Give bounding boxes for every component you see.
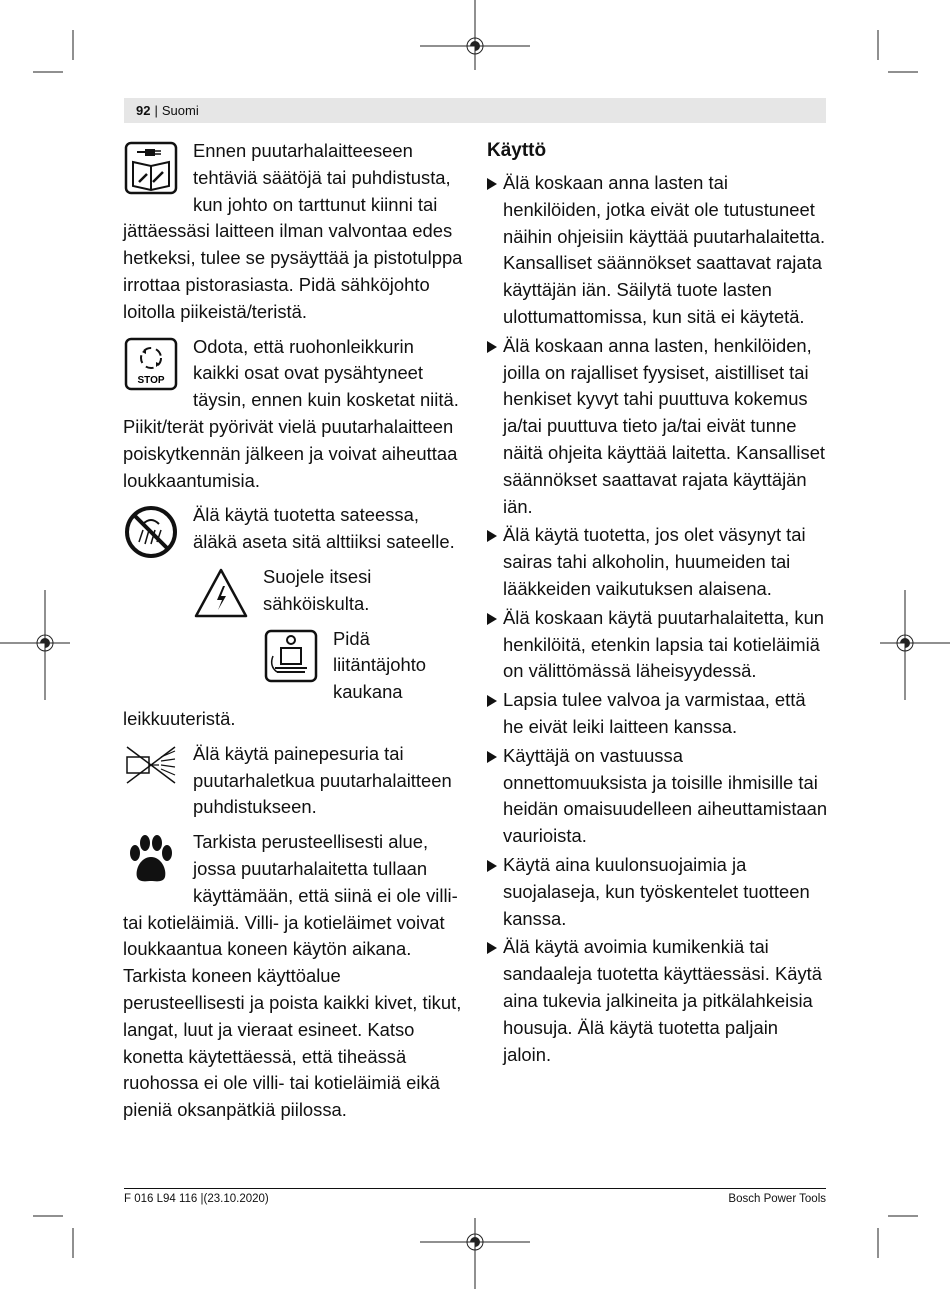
stop-icon-label: STOP <box>137 374 165 386</box>
safety-text: Pidä liitäntäjohto kaukana leikkuuteristä. <box>123 627 427 729</box>
electric-shock-warning-icon <box>193 566 253 624</box>
list-item <box>487 522 829 602</box>
list-item-text: Älä koskaan käytä puutarhalaitetta, kun henkilöitä, etenkin lapsia tai kotieläimiä on välittömässä läheisyydessä. <box>503 606 825 682</box>
bullet-triangle-icon <box>487 613 497 625</box>
no-rain-icon <box>123 504 183 562</box>
list-item-text: Käyttäjä on vastuussa onnettomuuksista ja toisille ihmisille tai heidän omaisuudelleen aiheuttamistaan vaurioista. <box>503 744 828 847</box>
list-item-text: Älä koskaan anna lasten tai henkilöiden, jotka eivät ole tutustuneet näihin ohjeisiin käyttää puutarhalaitetta. Kansalliset säännökset saattavat rajata käyttäjän iän. Säilytä tuote lasten ulottumattomissa, kun sitä ei käytetä. <box>503 172 826 327</box>
bullet-triangle-icon <box>487 341 497 353</box>
safety-block-cable <box>123 626 463 733</box>
safety-text: Älä käytä tuotetta sateessa, äläkä aseta sitä alttiiksi sateelle. <box>193 504 455 553</box>
header-separator: | <box>154 103 158 118</box>
list-item-text: Lapsia tulee valvoa ja varmistaa, että he eivät leiki laitteen kanssa. <box>503 689 806 737</box>
list-item <box>487 170 829 331</box>
bullet-triangle-icon <box>487 178 497 190</box>
list-item-text: Käytä aina kuulonsuojaimia ja suojalaseja, kun työskentelet tuotteen kanssa. <box>503 853 810 929</box>
stop-rotation-icon <box>123 336 183 394</box>
animal-paw-icon <box>123 831 183 889</box>
safety-block-shock <box>123 564 463 618</box>
safety-block-rain <box>123 502 463 556</box>
page-number: 92 <box>136 103 151 118</box>
footer-brand: Bosch Power Tools <box>728 1193 826 1205</box>
header-language: Suomi <box>161 103 199 118</box>
safety-block-stop <box>123 334 463 495</box>
bullet-triangle-icon <box>487 530 497 542</box>
list-item <box>487 852 829 932</box>
list-item-text: Älä koskaan anna lasten, henkilöiden, joilla on rajalliset fyysiset, aistilliset tai henkiset kyvyt tahi puuttuva kokemus ja/tai puuttuva tieto ja/tai eivät tunne näitä ohjeita käyttää laitetta. Kansalliset säännökset saattavat rajata käyttäjän iän. <box>503 334 826 517</box>
bullet-triangle-icon <box>487 942 497 954</box>
bullet-triangle-icon <box>487 860 497 872</box>
list-item <box>487 605 829 685</box>
safety-text: Tarkista perusteellisesti alue, jossa puutarhalaitetta tullaan käyttämään, että siinä ei ole villi- tai kotieläimiä. Villi- ja kotieläimet voivat loukkaantua koneen käytön aikana. Tarkista koneen käyttöalue perusteellisesti ja poista kaikki kivet, tikut, langat, luut ja vieraat esineet. Katso konetta käytettäessä, että tiheässä ruohossa ei ole villi- tai kotieläimiä eikä pieniä oksanpätkiä piilossa. <box>123 831 462 1121</box>
footer-separator: | <box>200 1193 204 1205</box>
list-item-text: Älä käytä tuotetta, jos olet väsynyt tai sairas tahi alkoholin, huumeiden tai lääkkeiden vaikutuksen alaisena. <box>503 524 806 599</box>
list-item <box>487 934 829 1068</box>
cable-away-from-tines-icon <box>263 628 323 686</box>
safety-text: Suojele itsesi sähköiskulta. <box>263 565 372 614</box>
list-item-text: Älä käytä avoimia kumikenkiä tai sandaaleja tuotetta käyttäessäsi. Käytä aina tukevia jalkineita ja pitkälahkeisia housuja. Älä käytä tuotetta paljain jaloin. <box>503 936 822 1065</box>
safety-text: Odota, että ruohonleikkurin kaikki osat ovat pysähtyneet täysin, ennen kuin kosketat niitä. Piikit/terät pyörivät vielä puutarhalaitteen poiskytkennän jälkeen ja voivat aiheuttaa loukkaantumisia. <box>123 335 459 491</box>
no-pressure-washer-icon <box>123 743 183 801</box>
list-item <box>487 743 829 850</box>
footer-date: (23.10.2020) <box>203 1193 269 1205</box>
safety-text: Ennen puutarhalaitteeseen tehtäviä säätöjä tai puhdistusta, kun johto on tarttunut kiinni tai jättäessäsi laitteen ilman valvontaa edes hetkeksi, tulee se pysäyttää ja pistotulppa irrottaa pistorasiasta. Pidä sähköjohto loitolla piikeistä/teristä. <box>123 140 463 322</box>
bullet-triangle-icon <box>487 695 497 707</box>
unplug-manual-icon <box>123 140 183 198</box>
list-item <box>487 333 829 521</box>
safety-block-unplug <box>123 138 463 326</box>
footer-doc-code: F 016 L94 116 <box>124 1193 198 1205</box>
left-column <box>123 138 463 1132</box>
right-column <box>487 138 829 1070</box>
safety-block-pressure-washer <box>123 741 463 821</box>
page-footer <box>124 1188 826 1209</box>
page-header <box>124 98 826 123</box>
bullet-triangle-icon <box>487 751 497 763</box>
safety-text: Älä käytä painepesuria tai puutarhaletkua puutarhalaitteen puhdistukseen. <box>193 742 452 818</box>
list-item <box>487 687 829 741</box>
usage-list <box>487 170 829 1068</box>
safety-block-animals <box>123 829 463 1124</box>
section-title: Käyttö <box>487 140 547 161</box>
